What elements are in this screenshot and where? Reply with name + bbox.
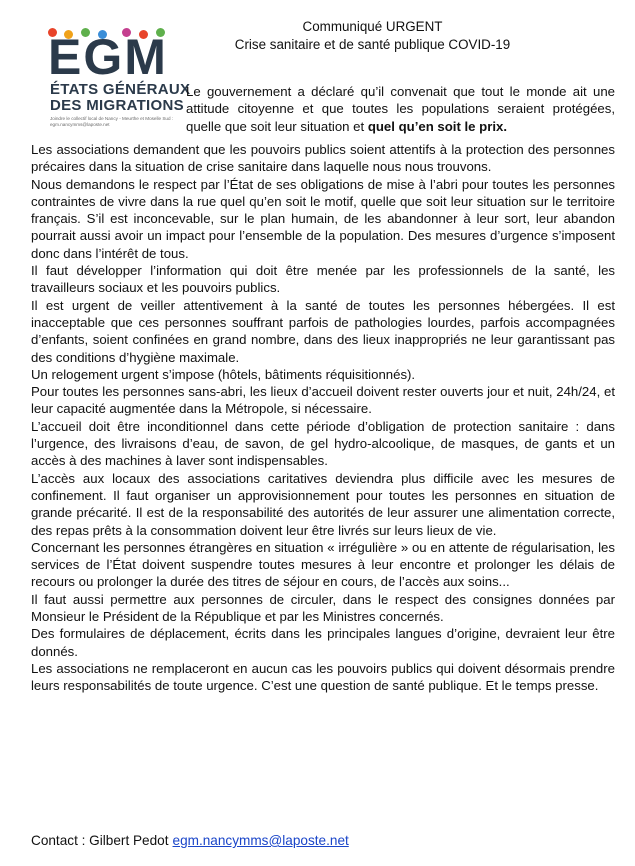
paragraph: Des formulaires de déplacement, écrits dans les principales langues d’origine, devraient leur être donnés. bbox=[31, 626, 615, 659]
paragraph: Concernant les personnes étrangères en situation « irrégulière » ou en attente de régularisation, les services de l’État doivent suspendre toutes mesures à leur encontre et prolonger les délais de recours ou prolonger la durée des titres de séjour en cours, de l’accès aux soins... bbox=[31, 539, 615, 590]
paragraph: Les associations ne remplaceront en aucun cas les pouvoirs publics qui doivent désormais prendre leurs responsabilités de toute urgence. C’est une question de santé publique. Et le temps presse. bbox=[31, 660, 615, 694]
logo-tagline bbox=[50, 116, 180, 128]
document-header bbox=[230, 18, 515, 54]
header-subtitle: Crise sanitaire et de santé publique COVID-19 bbox=[234, 37, 511, 52]
paragraph: Nous demandons le respect par l’État de ses obligations de mise à l’abri pour toutes les personnes contraintes de vivre dans la rue quel qu’en soit le motif, quelle que soit leur situation sur le territoire français. S’il est inconcevable, sur le plan humain, de les abandonner à leur sort, leur abandon pourrait aussi avoir un impact pour l’ensemble de la population. Des mesures d’urgence s’imposent donc dans l’intérêt de tous. bbox=[31, 176, 615, 261]
contact-line bbox=[31, 832, 349, 850]
intro-bold-text: quel qu’en soit le prix. bbox=[367, 118, 508, 134]
contact-email-link[interactable]: egm.nancymms@laposte.net bbox=[172, 833, 349, 848]
logo-tagline-line-1: Joindre le collectif local de Nancy - Meurthe et Moselle Sud : bbox=[50, 116, 174, 121]
paragraph: Les associations demandent que les pouvoirs publics soient attentifs à la protection des personnes précaires dans la situation de crise sanitaire dans laquelle nous nous trouvons. bbox=[31, 142, 615, 175]
header-title: Communiqué URGENT bbox=[302, 19, 443, 34]
intro-text: Le gouvernement a déclaré qu’il convenait que tout le monde ait une attitude citoyenne et que toutes les populations seraient protégées, quelle que soit leur situation et bbox=[186, 84, 615, 134]
logo-wordmark: EGM bbox=[48, 29, 168, 85]
contact-label: Contact : Gilbert Pedot bbox=[31, 833, 169, 848]
paragraph: Il faut développer l’information qui doit être menée par les professionnels de la santé, les travailleurs sociaux et les pouvoirs publics. bbox=[31, 263, 615, 296]
paragraph: L’accueil doit être inconditionnel dans cette période d’obligation de protection sanitaire : dans l’urgence, des livraisons d’eau, de savon, de gel hydro-alcoolique, de masques, de gants et un accès à des machines à laver sont indispensables. bbox=[31, 418, 615, 469]
logo-tagline-line-2: egm.nancymms@laposte.net bbox=[50, 122, 110, 127]
logo-line-1: ÉTATS GÉNÉRAUX bbox=[50, 81, 191, 98]
paragraph: Un relogement urgent s’impose (hôtels, bâtiments réquisitionnés). bbox=[31, 366, 416, 382]
paragraph: Il est urgent de veiller attentivement à la santé de toutes les personnes hébergées. Il est inacceptable que ces personnes souffrant parfois de pathologies lourdes, parfois accompagnées d’enfants, soient confinées en grand nombre, dans des lieux inappropriés ne leur garantissant pas des conditions d’hygiène maximale. bbox=[31, 297, 615, 365]
document-body bbox=[31, 141, 615, 695]
paragraph: L’accès aux locaux des associations caritatives deviendra plus difficile avec les mesures de confinement. Il faut organiser un approvisionnement pour toutes les personnes en situation de grande précarité. Il est de la responsabilité des autorités de leur assurer une alimentation correcte, des repas prêts à la consommation doivent leur être livrés sur leurs lieux de vie. bbox=[31, 470, 615, 538]
paragraph: Il faut aussi permettre aux personnes de circuler, dans le respect des consignes données par Monsieur le Président de la République et par les Ministres concernés. bbox=[31, 591, 615, 625]
paragraph: Pour toutes les personnes sans-abri, les lieux d’accueil doivent rester ouverts jour et nuit, 24h/24, et leur capacité augmentée dans la Métropole, si nécessaire. bbox=[31, 384, 615, 417]
egm-logo bbox=[44, 12, 191, 137]
logo-line-2: DES MIGRATIONS bbox=[50, 97, 184, 114]
intro-paragraph bbox=[186, 83, 615, 135]
